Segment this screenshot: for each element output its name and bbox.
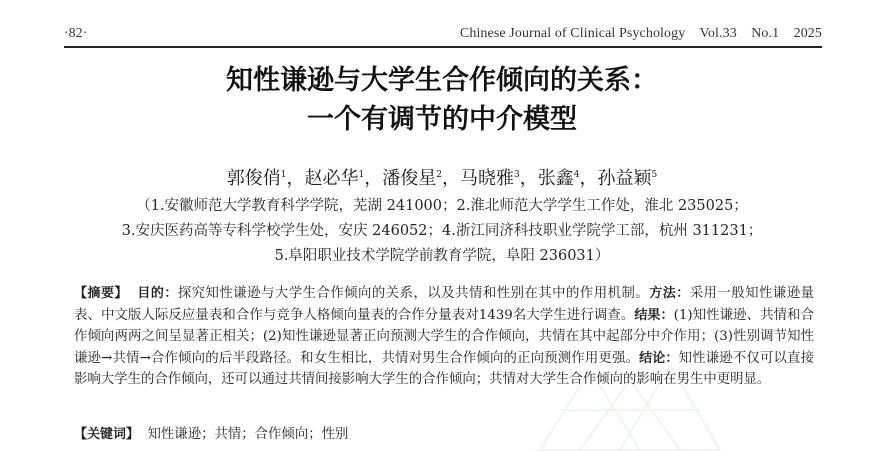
conclusion-label: 结论：	[639, 350, 679, 366]
page-number: ·82·	[64, 26, 88, 41]
header-rule	[64, 46, 822, 48]
author-separator: ，	[442, 168, 460, 189]
methods-label: 方法：	[649, 286, 690, 301]
author-name: 张鑫	[537, 168, 574, 189]
author-separator: ，	[579, 168, 598, 189]
abstract	[74, 283, 814, 391]
paper-title-line-2: 一个有调节的中介模型	[307, 104, 577, 135]
author-separator: ，	[519, 168, 538, 189]
results-text: (1)知性谦逊、共情和合作倾向两两之间呈显著正相关；(2)知性谦逊显著正向预测大学生的合作倾向，共情在其中起部分中介作用；(3)性别调节知性谦逊→共情→合作倾向的后半段路径。和女生相比，共情对男生合作倾向的正向预测作用更强。	[74, 307, 815, 366]
results-label: 结果：	[634, 307, 674, 323]
affiliation-line-3: 5.阜阳职业技术学院学前教育学院，阜阳 236031）	[274, 248, 610, 264]
keywords-list: 知性谦逊；共情；合作倾向；性别	[147, 427, 349, 442]
methods-text: 采用一般知性谦逊量表、中文版人际反应量表和合作与竞争人格倾向量表的合作分量表对1439名大学生进行调查。	[74, 286, 815, 323]
author-affiliation-mark: 5	[651, 170, 658, 180]
objective-label: 目的：	[137, 286, 178, 301]
running-header	[64, 22, 822, 44]
author-affiliation-mark: 1	[280, 170, 287, 180]
objective-text: 探究知性谦逊与大学生合作倾向的关系，以及共情和性别在其中的作用机制。	[177, 286, 650, 301]
author-name: 潘俊星	[382, 168, 437, 189]
paper-title-line-1: 知性谦逊与大学生合作倾向的关系：	[226, 65, 658, 96]
author-affiliation-mark: 3	[514, 170, 520, 180]
keywords-label: 【关键词】	[74, 427, 140, 442]
author-separator: ，	[364, 168, 383, 189]
abstract-label: 【摘要】	[74, 286, 128, 301]
affiliation-line-2: 3.安庆医药高等专科学校学生处，安庆 246052；4.浙江同济科技职业学院学工部，杭州 311231；	[121, 223, 763, 239]
author-list	[0, 162, 884, 192]
conclusion-text: 知性谦逊不仅可以直接影响大学生的合作倾向，还可以通过共情间接影响大学生的合作倾向；共情对大学生合作倾向的影响在男生中更明显。	[74, 350, 815, 388]
affiliation-line-1: （1.安徽师范大学教育科学学院，芜湖 241000；2.淮北师范大学学生工作处，淮北 235025；	[136, 198, 748, 214]
author-affiliation-mark: 4	[573, 170, 580, 180]
journal-info: Chinese Journal of Clinical Psychology Vol.33 No.1 2025	[459, 26, 822, 41]
author-name: 赵必华	[304, 168, 359, 189]
keywords	[74, 424, 348, 445]
author-name: 孙益颖	[597, 168, 652, 189]
author-name: 郭俊俏	[226, 168, 281, 189]
author-separator: ，	[286, 168, 305, 189]
author-affiliation-mark: 2	[436, 170, 442, 180]
author-name: 马晓雅	[460, 168, 514, 189]
author-affiliation-mark: 1	[358, 170, 365, 180]
